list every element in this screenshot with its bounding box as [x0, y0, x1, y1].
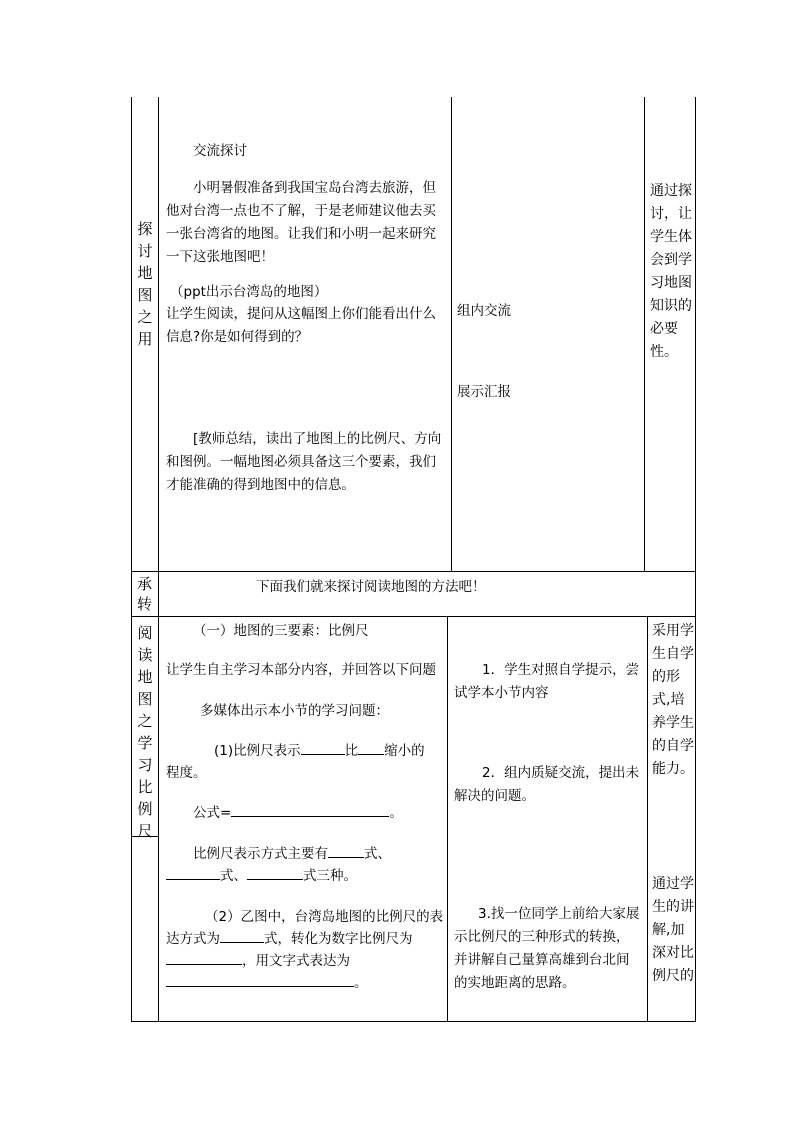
blank — [220, 928, 264, 943]
question-1-part-a: (1)比例尺表示 — [214, 743, 301, 759]
question-1-part-b: 比 — [344, 743, 359, 759]
question-1-line-1 — [214, 740, 425, 763]
row2-bottom-border — [131, 616, 696, 617]
teacher-summary: [教师总结，读出了地图上的比例尺、方向和图例。一幅地图必须具备这三个要素，我们才能准确的得到地图中的信息。 — [166, 431, 442, 493]
media-instruction: 多媒体出示本小节的学习问题： — [200, 703, 389, 719]
blank — [166, 865, 220, 880]
question-2-end: 。 — [354, 975, 368, 991]
table-bottom-border — [131, 1021, 696, 1022]
question-1-line-2: 程度。 — [166, 765, 207, 781]
blank — [166, 950, 242, 965]
design-intent-row1: 通过探讨，让学生体会到学习地图知识的必要性。 — [650, 183, 692, 360]
question-2-line-3 — [166, 950, 350, 973]
heading-exchange-discussion: 交流探讨 — [193, 143, 247, 159]
blank — [328, 843, 364, 858]
table-border-intent-lower — [647, 616, 648, 1022]
design-intent-explanation: 通过学生的讲解,加深对比例尺的 — [652, 876, 694, 984]
design-intent-self-study: 采用学生自学的形式,培养学生的自学能力。 — [652, 623, 694, 777]
student-activity-report: 展示汇报 — [457, 384, 511, 400]
question-2-part-c: 式，转化为数字比例尺为 — [264, 931, 413, 947]
student-activity-demonstration: 3.找一位同学上前给大家展示比例尺的三种形式的转换，并讲解自己量算高雄到台北间的实地距离的思路。 — [454, 906, 640, 991]
stage-label-transition: 承转 — [137, 575, 153, 613]
ppt-note: （ppt出示台湾岛的地图） — [170, 284, 328, 300]
scale-forms-part-a: 比例尺表示方式主要有 — [193, 846, 328, 862]
stage-label-explore-map-use: 探 讨 地 图 之 用 — [137, 220, 153, 348]
table-border-teacher-lower — [447, 616, 448, 1022]
row1-bottom-border — [131, 571, 696, 572]
blank — [231, 802, 389, 817]
question-2-line-2 — [166, 928, 413, 951]
transition-text: 下面我们就来探讨阅读地图的方法吧！ — [256, 579, 486, 595]
student-activity-group-exchange: 组内交流 — [457, 303, 511, 319]
stage-label-learn-scale: 阅 读 地 图 之 学 习 比 例 尺 — [137, 624, 153, 840]
student-activity-question-exchange: 2．组内质疑交流，提出未解决的问题。 — [454, 765, 640, 804]
formula-line — [193, 802, 403, 825]
question-2-line-4 — [166, 972, 368, 995]
blank — [301, 740, 345, 755]
table-border-left — [131, 97, 132, 1022]
scale-forms-part-b: 式、 — [364, 846, 391, 862]
scale-forms-part-c: 式、 — [220, 868, 247, 884]
section-title-scale: （一）地图的三要素：比例尺 — [193, 623, 369, 639]
scale-forms-part-d: 式三种。 — [303, 868, 357, 884]
story-paragraph: 小明暑假准备到我国宝岛台湾去旅游，但他对台湾一点也不了解，于是老师建议他去买一张台湾省的地图。让我们和小明一起来研究一下这张地图吧！ — [166, 180, 436, 265]
formula-end: 。 — [389, 805, 403, 821]
blank — [247, 865, 303, 880]
question-2-part-b: 达方式为 — [166, 931, 220, 947]
blank — [166, 972, 354, 987]
table-border-teacher-upper — [451, 97, 452, 571]
reading-question: 让学生阅读，提问从这幅图上你们能看出什么信息?你是如何得到的？ — [166, 306, 436, 345]
question-1-part-c: 缩小的 — [384, 743, 425, 759]
blank — [358, 740, 384, 755]
table-border-stage — [158, 97, 159, 1022]
table-border-intent-upper — [644, 97, 645, 571]
question-2-part-d: ，用文字式表达为 — [242, 953, 350, 969]
scale-forms-line-2 — [166, 865, 357, 888]
student-activity-self-study: 1．学生对照自学提示，尝试学本小节内容 — [454, 662, 640, 701]
scale-forms-line-1 — [193, 843, 391, 866]
self-study-instruction: 让学生自主学习本部分内容，并回答以下问题 — [166, 662, 436, 678]
formula-label: 公式= — [193, 805, 232, 821]
question-2-line-1: （2）乙图中，台湾岛地图的比例尺的表 — [205, 909, 444, 925]
